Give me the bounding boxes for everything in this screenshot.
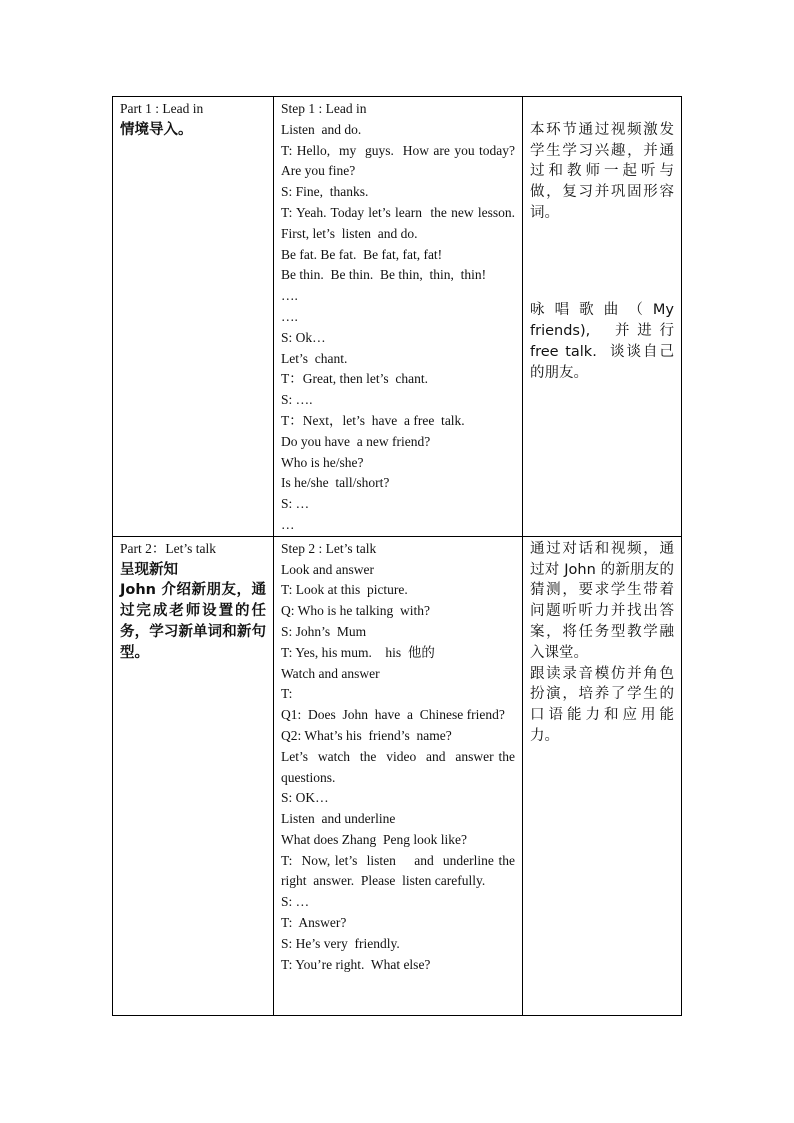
step-line: Who is he/she? [281, 454, 364, 470]
part-1-notes-cell [523, 97, 682, 537]
note-text: 本环节通过视频激发学生学习兴趣，并通过和教师一起听与做，复习并巩固形容词。 [530, 121, 674, 221]
part-2-description: John 介绍新朋友，通过完成老师设置的任务，学习新单词和新句型。 [120, 582, 266, 661]
note-text: 跟读录音模仿并角色扮演，培养了学生的口语能力和应用能力。 [530, 665, 674, 744]
step-line: Step 2 : Let’s talk [281, 540, 377, 556]
step-line: S: John’s Mum [281, 623, 367, 639]
part-2-subtitle: 呈现新知 [120, 561, 178, 578]
step-line: S: …. [281, 392, 313, 408]
step-line: S: Ok… [281, 329, 326, 345]
step-line: T: Yes, his mum. his 他的 [281, 644, 435, 660]
part-2-title: Part 2：Let’s talk [120, 540, 216, 556]
spacer [530, 286, 674, 300]
step-line: Look and answer [281, 561, 374, 577]
step-line: S: He’s very friendly. [281, 935, 400, 951]
step-line: Be fat. Be fat. Be fat, fat, fat! [281, 246, 443, 262]
step-line: Let’s chant. [281, 350, 348, 366]
step-line: Listen and underline [281, 811, 396, 827]
step-line: S: Fine, thanks. [281, 184, 369, 200]
step-line: T: [281, 686, 293, 702]
step-line: Listen and do. [281, 121, 362, 137]
part-1-title-cell [113, 97, 274, 537]
step-line: T: Look at this picture. [281, 582, 408, 598]
note-text: 咏 唱 歌 曲 （ My friends), 并进行 free talk. 谈谈自己的朋友。 [530, 302, 679, 381]
part-1-subtitle: 情境导入。 [120, 121, 193, 138]
spacer [530, 99, 674, 120]
step-line: Let’s watch the video and answer the questions. [281, 748, 519, 785]
step-line: S: … [281, 894, 310, 910]
part-1-steps-cell [274, 97, 523, 537]
step-line: Q: Who is he talking with? [281, 603, 430, 619]
table-row-part-1 [113, 97, 682, 537]
step-line: S: OK… [281, 790, 329, 806]
step-line: … [281, 516, 295, 532]
spacer [530, 245, 674, 266]
lesson-plan-table [112, 96, 682, 1016]
step-line: Is he/she tall/short? [281, 475, 390, 491]
step-line: T：Next，let’s have a free talk. [281, 412, 465, 428]
part-2-title-cell [113, 536, 274, 1015]
step-line: Step 1 : Lead in [281, 101, 367, 116]
step-line: Q1: Does John have a Chinese friend? [281, 707, 505, 723]
step-line: Q2: What’s his friend’s name? [281, 727, 452, 743]
part-1-title: Part 1 : Lead in [120, 101, 204, 116]
step-line: Do you have a new friend? [281, 433, 431, 449]
step-line: What does Zhang Peng look like? [281, 831, 467, 847]
spacer [530, 265, 674, 286]
step-line: Watch and answer [281, 665, 380, 681]
step-line: T: You’re right. What else? [281, 956, 431, 972]
note-text: 通过对话和视频，通过对 John 的新朋友的猜测，要求学生带着问题听听力并找出答案，将任务型教学融入课堂。 [530, 540, 674, 661]
step-line: S: … [281, 496, 310, 512]
step-line: T: Yeah. Today let’s learn the new lesson. First, let’s listen and do. [281, 204, 522, 241]
step-line: …. [281, 288, 298, 304]
step-line: T: Now, let’s listen and underline the right answer. Please listen carefully. [281, 852, 522, 889]
step-line: T: Answer? [281, 915, 347, 931]
step-line: Be thin. Be thin. Be thin, thin, thin! [281, 267, 487, 283]
table-row-part-2 [113, 536, 682, 1015]
step-line: T: Hello, my guys. How are you today? Are you fine? [281, 142, 518, 179]
step-line: T：Great, then let’s chant. [281, 371, 428, 387]
part-2-steps-cell [274, 536, 523, 1015]
step-line: …. [281, 308, 298, 324]
part-2-notes-cell [523, 536, 682, 1015]
spacer [530, 224, 674, 245]
